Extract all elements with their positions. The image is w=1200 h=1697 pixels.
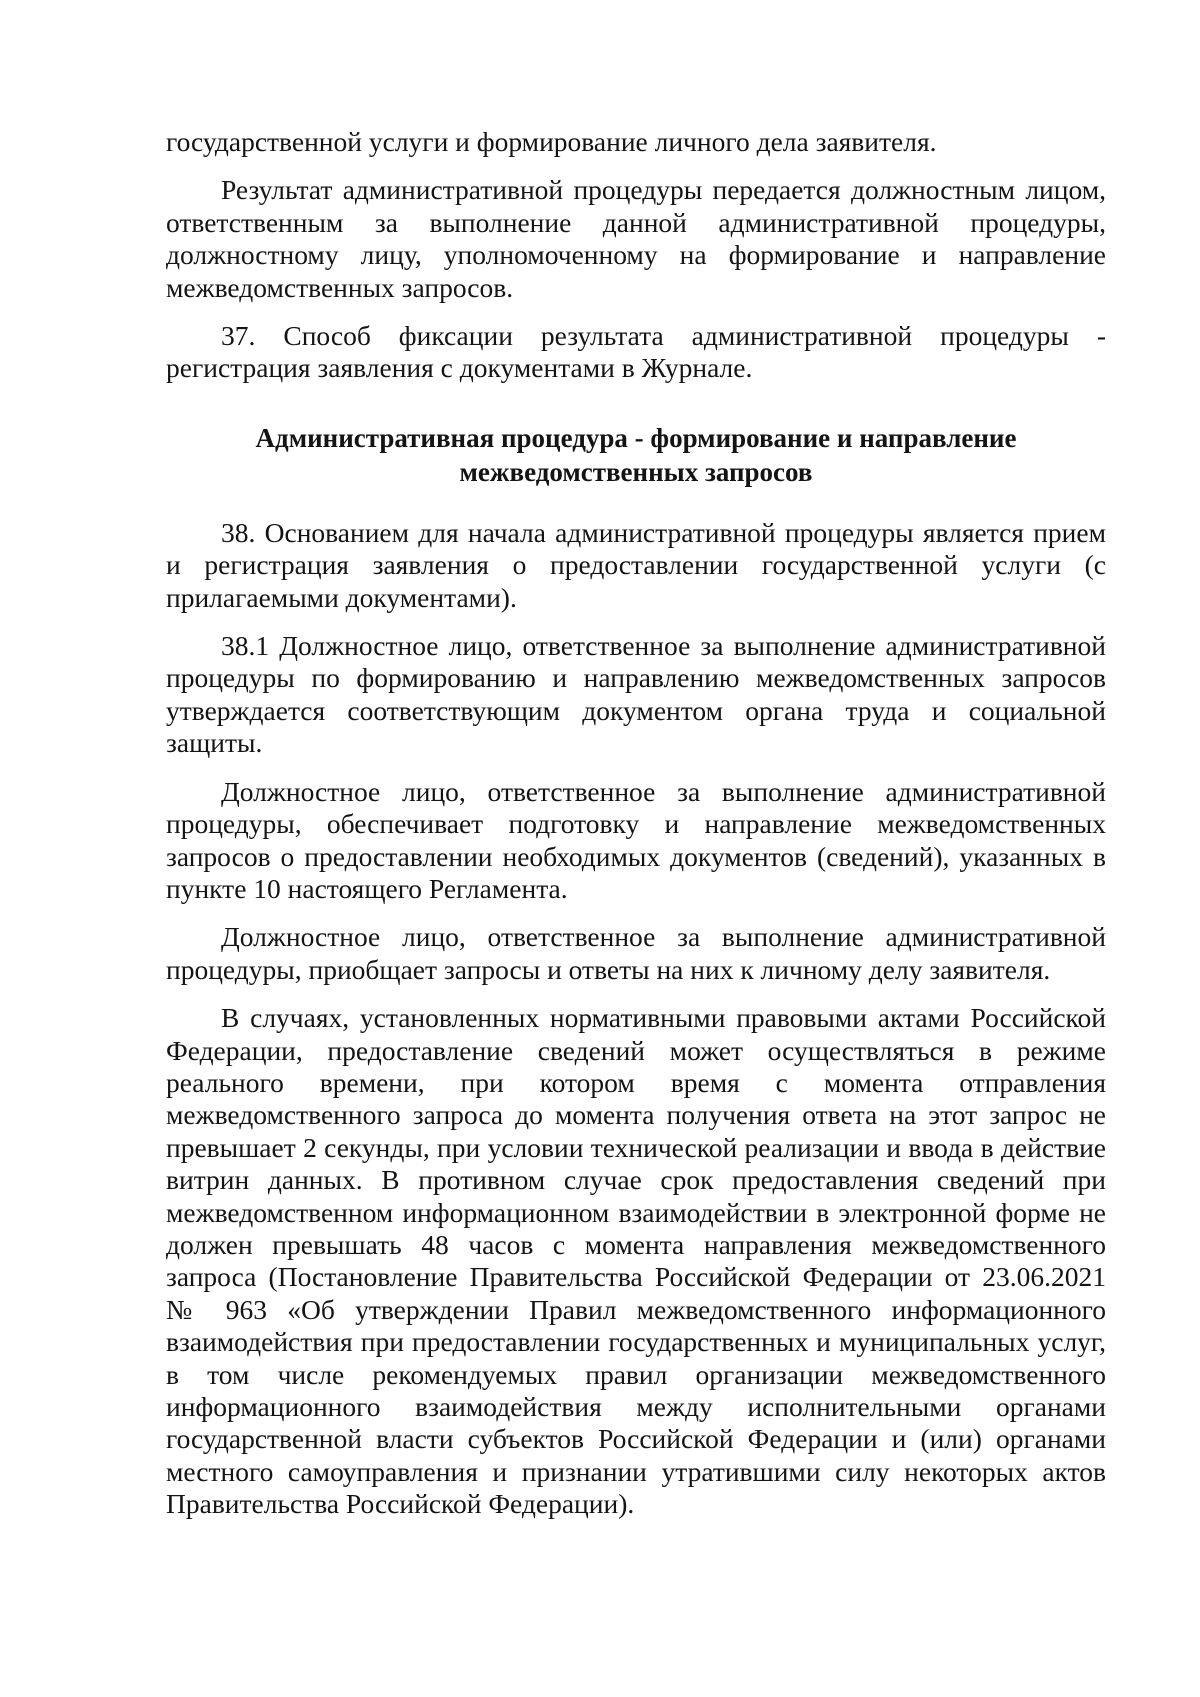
paragraph-38: 38. Основанием для начала административной процедуры является прием и регистрация заявления о предоставлении государственной услуги (с прилагаемыми документами). xyxy=(166,516,1106,613)
section-heading xyxy=(166,421,1106,489)
section-heading-line1: Административная процедура - формирование и направление xyxy=(255,422,1017,453)
paragraph-37: 37. Способ фиксации результата административной процедуры - регистрация заявления с документами в Журнале. xyxy=(166,320,1106,384)
paragraph-official-attaches: Должностное лицо, ответственное за выполнение административной процедуры, приобщает запросы и ответы на них к личному делу заявителя. xyxy=(166,921,1106,985)
paragraph-result-transfer: Результат административной процедуры передается должностным лицом, ответственным за выполнение данной административной процедуры, должностному лицу, уполномоченному на формирование и направление межведомственных запросов. xyxy=(166,174,1106,303)
paragraph-official-prepares: Должностное лицо, ответственное за выполнение административной процедуры, обеспечивает подготовку и направление межведомственных запросов о предоставлении необходимых документов (сведений), указанных в пункте 10 настоящего Регламента. xyxy=(166,775,1106,904)
section-heading-line2: межведомственных запросов xyxy=(459,456,813,487)
document-page xyxy=(166,126,1106,1521)
paragraph-real-time-cases: В случаях, установленных нормативными правовыми актами Российской Федерации, предоставление сведений может осуществляться в режиме реального времени, при котором время с момента отправления межведомственного запроса до момента получения ответа на этот запрос не превышает 2 секунды, при условии технической реализации и ввода в действие витрин данных. В противном случае срок предоставления сведений при межведомственном информационном взаимодействии в электронной форме не должен превышать 48 часов с момента направления межведомственного запроса (Постановление Правительства Российской Федерации от 23.06.2021 № 963 «Об утверждении Правил межведомственного информационного взаимодействия при предоставлении государственных и муниципальных услуг, в том числе рекомендуемых правил организации межведомственного информационного взаимодействия между исполнительными органами государственной власти субъектов Российской Федерации и (или) органами местного самоуправления и признании утратившими силу некоторых актов Правительства Российской Федерации). xyxy=(166,1002,1106,1520)
paragraph-continuation: государственной услуги и формирование личного дела заявителя. xyxy=(166,126,937,157)
paragraph-38-1: 38.1 Должностное лицо, ответственное за выполнение административной процедуры по формированию и направлению межведомственных запросов утверждается соответствующим документом органа труда и социальной защиты. xyxy=(166,630,1106,759)
